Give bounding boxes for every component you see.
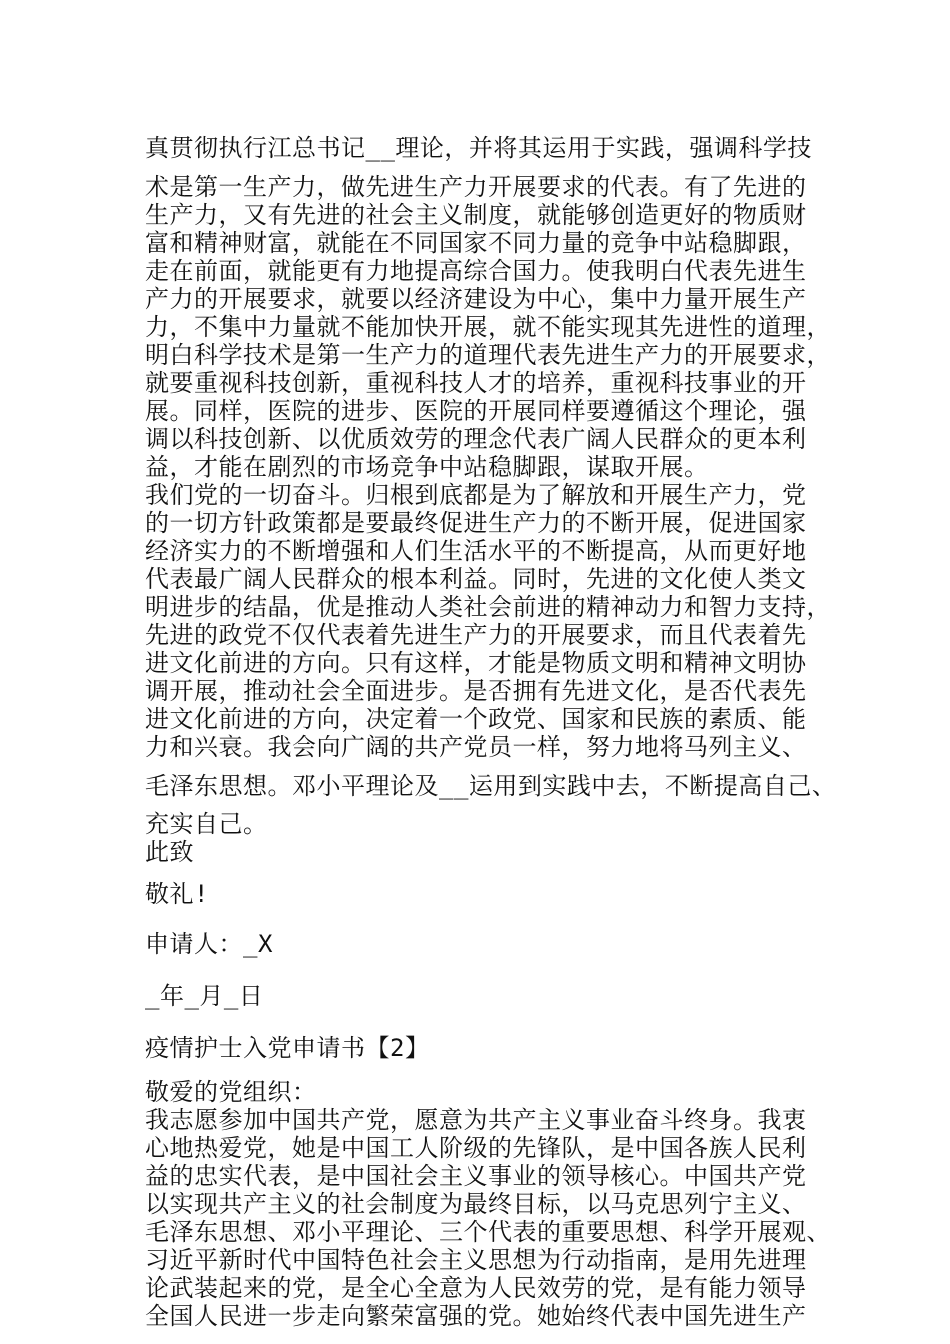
text-line: 力，不集中力量就不能加快开展，就不能实现其先进性的道理， bbox=[145, 313, 831, 341]
text-line: 益，才能在剧烈的市场竞争中站稳脚跟，谋取开展。 bbox=[145, 453, 709, 481]
text-line: 充实自己。 bbox=[145, 810, 268, 838]
text-line: 进文化前进的方向。只有这样，才能是物质文明和精神文明协 bbox=[145, 649, 807, 677]
text-line: 生产力，又有先进的社会主义制度，就能够创造更好的物质财 bbox=[145, 201, 807, 229]
text-line: 明白科学技术是第一生产力的道理代表先进生产力的开展要求， bbox=[145, 341, 831, 369]
text-line: 全国人民进一步走向繁荣富强的党。她始终代表中国先进生产 bbox=[145, 1302, 807, 1330]
text-line: 走在前面，就能更有力地提高综合国力。使我明白代表先进生 bbox=[145, 257, 807, 285]
text-line: 力和兴衰。我会向广阔的共产党员一样，努力地将马列主义、 bbox=[145, 733, 807, 761]
text-line: 展。同样，医院的进步、医院的开展同样要遵循这个理论，强 bbox=[145, 397, 807, 425]
text-line: 产力的开展要求，就要以经济建设为中心，集中力量开展生产 bbox=[145, 285, 807, 313]
text-line: 调以科技创新、以优质效劳的理念代表广阔人民群众的更本利 bbox=[145, 425, 807, 453]
text-line: 就要重视科技创新，重视科技人才的培养，重视科技事业的开 bbox=[145, 369, 807, 397]
text-line: 我们党的一切奋斗。归根到底都是为了解放和开展生产力，党 bbox=[145, 481, 807, 509]
text-line: 论武装起来的党，是全心全意为人民效劳的党，是有能力领导 bbox=[145, 1274, 807, 1302]
salutation: 敬礼! bbox=[145, 880, 209, 908]
text-line: 经济实力的不断增强和人们生活水平的不断提高，从而更好地 bbox=[145, 537, 807, 565]
text-line: 术是第一生产力，做先进生产力开展要求的代表。有了先进的 bbox=[145, 173, 807, 201]
text-line: 我志愿参加中国共产党，愿意为共产主义事业奋斗终身。我衷 bbox=[145, 1106, 807, 1134]
text-line: 毛泽东思想。邓小平理论及__运用到实践中去，不断提高自己、 bbox=[145, 772, 837, 800]
text-line: 富和精神财富，就能在不同国家不同力量的竞争中站稳脚跟， bbox=[145, 229, 807, 257]
closing-line: 此致 bbox=[145, 838, 194, 866]
applicant-signature: 申请人：_X bbox=[145, 930, 273, 958]
greeting: 敬爱的党组织： bbox=[145, 1078, 317, 1106]
text-line: 进文化前进的方向，决定着一个政党、国家和民族的素质、能 bbox=[145, 705, 807, 733]
text-line: 调开展，推动社会全面进步。是否拥有先进文化，是否代表先 bbox=[145, 677, 807, 705]
text-line: 真贯彻执行江总书记__理论，并将其运用于实践，强调科学技 bbox=[145, 134, 812, 162]
text-line: 的一切方针政策都是要最终促进生产力的不断开展，促进国家 bbox=[145, 509, 807, 537]
date-line: _年_月_日 bbox=[145, 982, 264, 1010]
text-line: 先进的政党不仅代表着先进生产力的开展要求，而且代表着先 bbox=[145, 621, 807, 649]
text-line: 明进步的结晶，优是推动人类社会前进的精神动力和智力支持， bbox=[145, 593, 831, 621]
text-line: 益的忠实代表，是中国社会主义事业的领导核心。中国共产党 bbox=[145, 1162, 807, 1190]
text-line: 代表最广阔人民群众的根本利益。同时，先进的文化使人类文 bbox=[145, 565, 807, 593]
section-title: 疫情护士入党申请书【2】 bbox=[145, 1034, 430, 1062]
text-line: 习近平新时代中国特色社会主义思想为行动指南，是用先进理 bbox=[145, 1246, 807, 1274]
text-line: 以实现共产主义的社会制度为最终目标，以马克思列宁主义、 bbox=[145, 1190, 807, 1218]
text-line: 心地热爱党，她是中国工人阶级的先锋队，是中国各族人民利 bbox=[145, 1134, 807, 1162]
text-line: 毛泽东思想、邓小平理论、三个代表的重要思想、科学开展观、 bbox=[145, 1218, 831, 1246]
